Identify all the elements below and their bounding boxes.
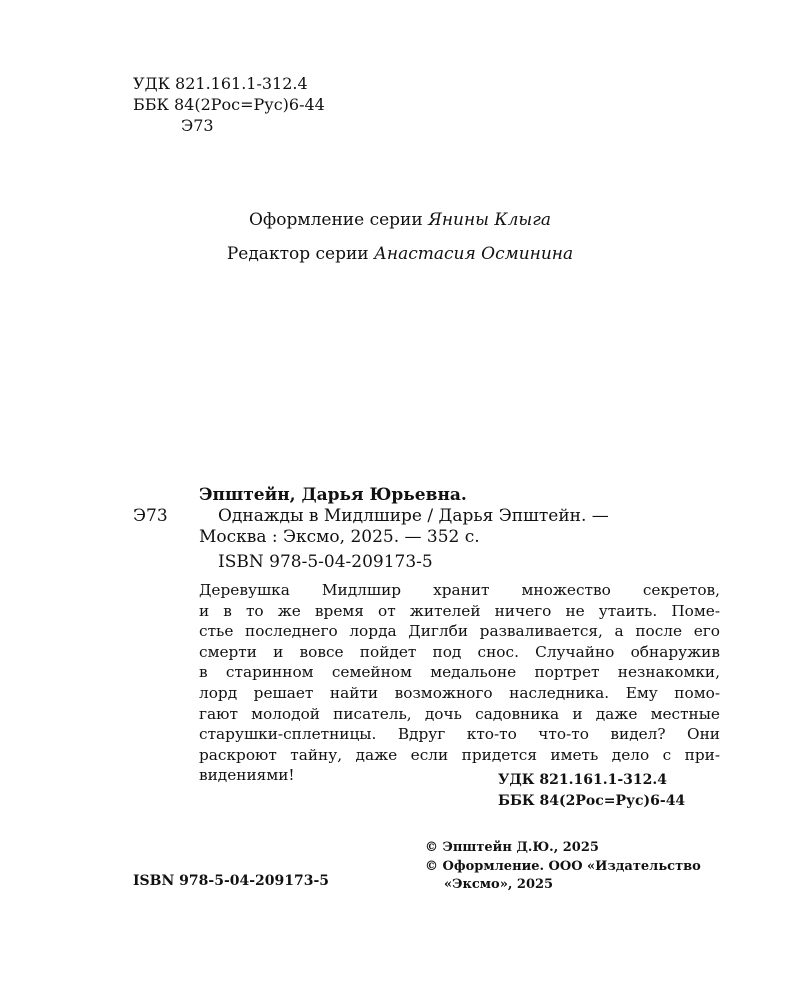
series-design-line bbox=[0, 210, 800, 230]
series-editor-label: Редактор серии bbox=[226, 244, 375, 264]
annotation-line: в старинном семейном медальоне портрет незнакомки, bbox=[199, 663, 720, 682]
catalog-isbn: ISBN 978-5-04-209173-5 bbox=[218, 552, 433, 572]
udk-code-top: УДК 821.161.1-312.4 bbox=[133, 74, 308, 93]
series-design-label: Оформление серии bbox=[249, 210, 429, 230]
annotation bbox=[199, 580, 720, 786]
copyright-design: © Оформление. ООО «Издательство bbox=[425, 859, 701, 874]
catalog-title-line-2: Москва : Эксмо, 2025. — 352 с. bbox=[199, 527, 480, 547]
udk-code-bottom: УДК 821.161.1-312.4 bbox=[498, 772, 668, 788]
bbk-code-bottom: ББК 84(2Рос=Рус)6-44 bbox=[498, 793, 686, 809]
author-mark-top: Э73 bbox=[181, 116, 214, 135]
annotation-line: стье последнего лорда Диглби разваливается, а после его bbox=[199, 622, 720, 641]
copyright-author: © Эпштейн Д.Ю., 2025 bbox=[425, 840, 599, 855]
series-editor-line bbox=[0, 244, 800, 264]
annotation-line: и в то же время от жителей ничего не утаить. Поме- bbox=[199, 601, 720, 620]
catalog-author-mark: Э73 bbox=[133, 506, 168, 526]
bbk-code-top: ББК 84(2Рос=Рус)6-44 bbox=[133, 95, 325, 114]
annotation-line: лорд решает найти возможного наследника. Ему помо- bbox=[199, 683, 720, 702]
series-design-name: Янины Клыга bbox=[428, 210, 551, 230]
annotation-line: видениями! bbox=[199, 766, 295, 785]
author-heading: Эпштейн, Дарья Юрьевна. bbox=[199, 485, 467, 505]
isbn-bottom: ISBN 978-5-04-209173-5 bbox=[133, 873, 330, 889]
catalog-title-line-1: Однажды в Мидлшире / Дарья Эпштейн. — bbox=[218, 506, 609, 526]
annotation-line: смерти и вовсе пойдет под снос. Случайно обнаружив bbox=[199, 642, 720, 661]
annotation-line: гают молодой писатель, дочь садовника и даже местные bbox=[199, 704, 720, 723]
copyright-publisher: «Эксмо», 2025 bbox=[444, 877, 554, 892]
annotation-line: Деревушка Мидлшир хранит множество секретов, bbox=[199, 581, 720, 599]
annotation-line: старушки-сплетницы. Вдруг кто-то что-то видел? Они bbox=[199, 725, 720, 744]
annotation-line: раскроют тайну, даже если придется иметь дело с при- bbox=[199, 745, 720, 764]
series-editor-name: Анастасия Осминина bbox=[374, 244, 574, 264]
